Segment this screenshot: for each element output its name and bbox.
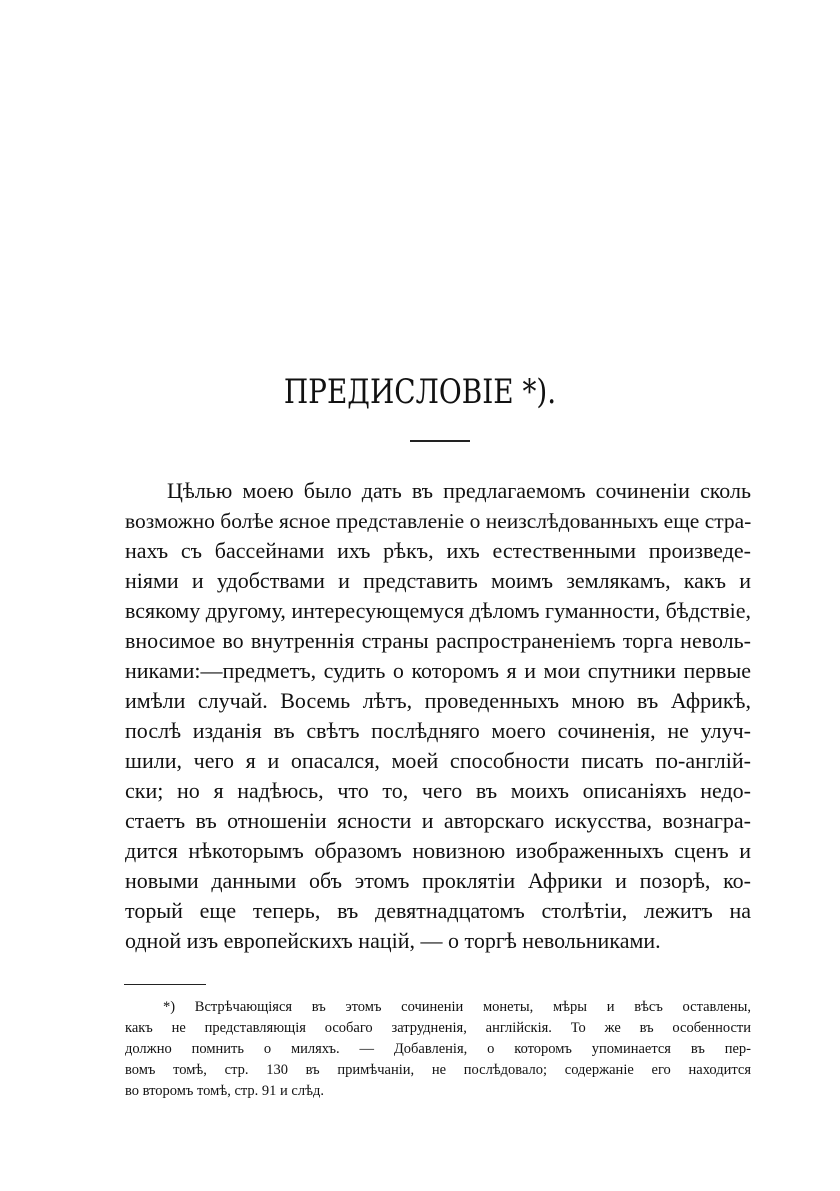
- body-line-2: возможно болѣе ясное представленіе о неизслѣдованныхъ еще стра-: [125, 509, 751, 533]
- footnote-line-1: *) Встрѣчающіяся въ этомъ сочиненіи монеты, мѣры и вѣсъ оставлены,: [163, 999, 751, 1015]
- body-line-12: стаетъ въ отношеніи ясности и авторскаго искусства, вознагра-: [125, 808, 751, 833]
- body-line-5: всякому другому, интересующемуся дѣломъ гуманности, бѣдствіе,: [125, 598, 751, 623]
- body-line-3: нахъ съ бассейнами ихъ рѣкъ, ихъ естественными произведе-: [125, 538, 751, 563]
- footnote-line-3: должно помнить о миляхъ. — Добавленія, о которомъ упоминается въ пер-: [125, 1041, 751, 1057]
- body-line-14: новыми данными объ этомъ проклятіи Африки и позорѣ, ко-: [125, 868, 751, 893]
- body-line-4: ніями и удобствами и представить моимъ землякамъ, какъ и: [125, 568, 751, 593]
- footnote-divider: [124, 984, 206, 985]
- body-line-10: шили, чего я и опасался, моей способности писать по-англій-: [125, 748, 751, 773]
- body-line-6: вносимое во внутреннія страны распространеніемъ торга неволь-: [125, 628, 751, 653]
- preface-body: [125, 476, 751, 956]
- footnote-line-2: какъ не представляющія особаго затрудненія, англійскія. То же въ особенности: [125, 1020, 751, 1036]
- body-line-1: Цѣлью моею было дать въ предлагаемомъ сочиненіи сколь: [167, 478, 751, 503]
- footnote-line-4: вомъ томѣ, стр. 130 въ примѣчаніи, не послѣдовало; содержаніе его находится: [125, 1062, 751, 1078]
- title-divider: [410, 440, 470, 442]
- body-line-16: одной изъ европейскихъ націй, — о торгѣ невольниками.: [125, 928, 661, 953]
- body-line-15: торый еще теперь, въ девятнадцатомъ столѣтіи, лежитъ на: [125, 898, 751, 923]
- footnote: [125, 997, 751, 1102]
- body-line-11: ски; но я надѣюсь, что то, чего въ моихъ описаніяхъ недо-: [125, 778, 751, 803]
- body-line-8: имѣли случай. Восемь лѣтъ, проведенныхъ мною въ Африкѣ,: [125, 688, 751, 713]
- body-line-7: никами:—предметъ, судить о которомъ я и мои спутники первые: [125, 658, 751, 683]
- body-line-13: дится нѣкоторымъ образомъ новизною изображенныхъ сценъ и: [125, 838, 751, 863]
- footnote-line-5: во второмъ томѣ, стр. 91 и слѣд.: [125, 1083, 324, 1099]
- page-title: ПРЕДИСЛОВІЕ *).: [283, 372, 557, 412]
- body-line-9: послѣ изданія въ свѣтъ послѣдняго моего сочиненія, не улуч-: [125, 718, 751, 743]
